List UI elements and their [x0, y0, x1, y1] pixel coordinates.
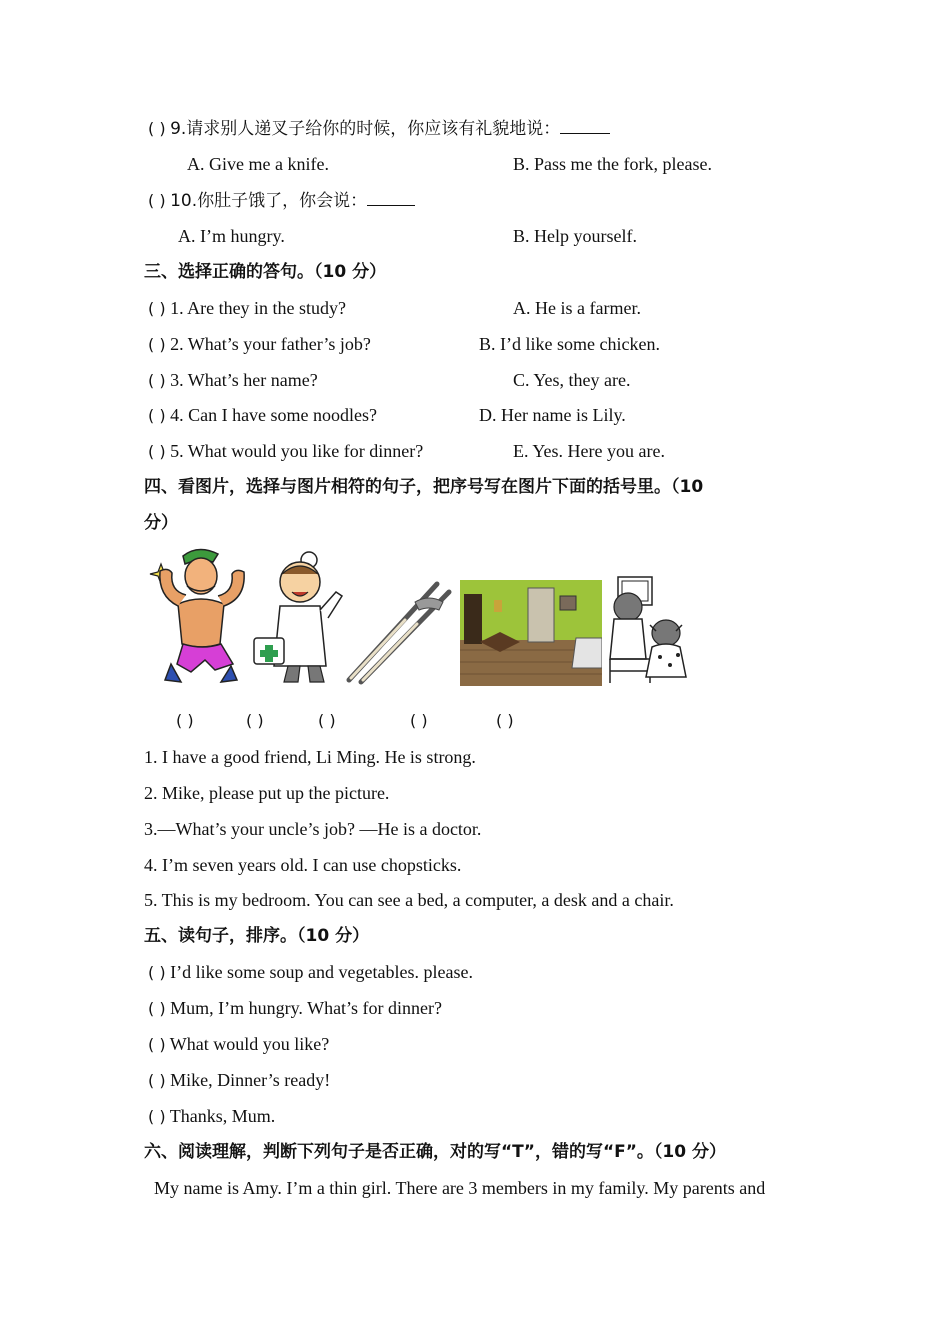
s5-item-2	[148, 996, 442, 1021]
picture-3-answer-bracket[interactable]: ( )	[318, 711, 336, 730]
bedroom-picture	[460, 580, 602, 686]
q9-line	[148, 116, 610, 141]
section3-heading: 三、选择正确的答句。（10 分）	[144, 262, 387, 282]
chopsticks-picture	[345, 580, 455, 686]
s4-sentence-4: 4. I’m seven years old. I can use chopsticks.	[144, 855, 462, 875]
section6-heading: 六、阅读理解，判断下列句子是否正确，对的写“T”，错的写“F”。（10 分）	[144, 1142, 726, 1162]
answer-paren[interactable]: ( )	[148, 1107, 166, 1126]
q9-text: 9.请求别人递叉子给你的时候，你应该有礼貌地说：	[170, 119, 561, 139]
question-text: 3. What’s her name?	[170, 370, 318, 390]
q9-option-a: A. Give me a knife.	[187, 154, 329, 174]
answer-paren[interactable]: ( )	[148, 1071, 166, 1090]
answer-paren[interactable]: ( )	[148, 999, 166, 1018]
answer-blank[interactable]	[560, 117, 610, 134]
strong-man-picture	[143, 546, 248, 686]
s5-item-4	[148, 1068, 330, 1093]
answer-paren[interactable]: ( )	[148, 442, 166, 461]
q10-option-a: A. I’m hungry.	[178, 226, 285, 246]
doctor-picture	[252, 546, 344, 686]
s3-answer-b: B. I’d like some chicken.	[479, 334, 660, 354]
s3-q2	[148, 332, 371, 357]
question-text: 1. Are they in the study?	[170, 298, 347, 318]
s3-q4	[148, 403, 377, 428]
picture-5-answer-bracket[interactable]: ( )	[496, 711, 514, 730]
section4-heading-line1: 四、看图片，选择与图片相符的句子，把序号写在图片下面的括号里。（10	[144, 477, 704, 497]
s3-q1	[148, 296, 346, 321]
section4-heading-line2: 分）	[144, 513, 178, 533]
s5-item-3	[148, 1032, 329, 1057]
s3-answer-a: A. He is a farmer.	[513, 298, 641, 318]
s4-sentence-5: 5. This is my bedroom. You can see a bed, a computer, a desk and a chair.	[144, 890, 674, 910]
s4-sentence-2: 2. Mike, please put up the picture.	[144, 783, 390, 803]
picture-4-answer-bracket[interactable]: ( )	[410, 711, 428, 730]
question-text: 5. What would you like for dinner?	[170, 441, 424, 461]
q9-option-b: B. Pass me the fork, please.	[513, 154, 712, 174]
s4-sentence-1: 1. I have a good friend, Li Ming. He is strong.	[144, 747, 476, 767]
q10-text: 10.你肚子饿了，你会说：	[170, 191, 368, 211]
answer-blank[interactable]	[367, 189, 415, 206]
item-text: What would you like?	[169, 1034, 330, 1054]
s4-sentence-3: 3.—What’s your uncle’s job? —He is a doctor.	[144, 819, 482, 839]
s3-answer-d: D. Her name is Lily.	[479, 405, 626, 425]
answer-paren[interactable]: ( )	[148, 406, 166, 425]
item-text: I’d like some soup and vegetables. please.	[170, 962, 473, 982]
picture-2-answer-bracket[interactable]: ( )	[246, 711, 264, 730]
picture-1-answer-bracket[interactable]: ( )	[176, 711, 194, 730]
s3-q3	[148, 368, 318, 393]
question-text: 2. What’s your father’s job?	[170, 334, 371, 354]
question-text: 4. Can I have some noodles?	[170, 405, 378, 425]
q10-line	[148, 188, 415, 213]
answer-paren[interactable]: ( )	[148, 1035, 166, 1054]
s5-item-1	[148, 960, 473, 985]
item-text: Thanks, Mum.	[169, 1106, 276, 1126]
item-text: Mum, I’m hungry. What’s for dinner?	[170, 998, 443, 1018]
answer-paren[interactable]: ( )	[148, 963, 166, 982]
answer-paren[interactable]: ( )	[148, 191, 166, 210]
answer-paren[interactable]: ( )	[148, 299, 166, 318]
answer-paren[interactable]: ( )	[148, 119, 166, 138]
s3-answer-e: E. Yes. Here you are.	[513, 441, 665, 461]
s6-passage-line-1: My name is Amy. I’m a thin girl. There are 3 members in my family. My parents and	[154, 1178, 766, 1198]
section5-heading: 五、读句子，排序。（10 分）	[144, 926, 370, 946]
item-text: Mike, Dinner’s ready!	[170, 1070, 331, 1090]
s5-item-5	[148, 1104, 275, 1129]
s3-answer-c: C. Yes, they are.	[513, 370, 631, 390]
q10-option-b: B. Help yourself.	[513, 226, 637, 246]
answer-paren[interactable]: ( )	[148, 371, 166, 390]
s3-q5	[148, 439, 423, 464]
answer-paren[interactable]: ( )	[148, 335, 166, 354]
putting-up-picture-picture	[608, 575, 694, 685]
